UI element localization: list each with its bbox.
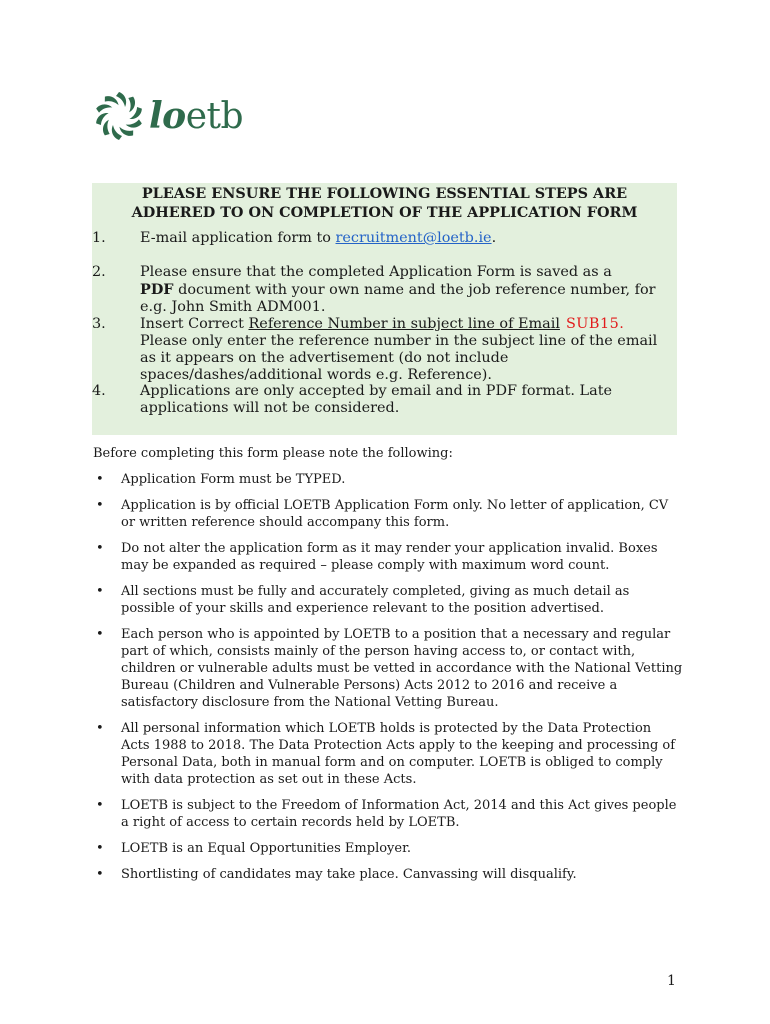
list-item: • Each person who is appointed by LOETB to a position that a necessary and regular part of which, consists mainly of the person having access to, or contact with, children or vulnerable adults must be vetted in accordance with the National Vetting Bureau (Children and Vulnerable Persons) Acts 2012 to 2016 and receive a satisfactory disclosure from the National Vetting Bureau.: [96, 627, 683, 710]
recruitment-email-link[interactable]: recruitment@loetb.ie: [335, 230, 492, 246]
list-item: • Application is by official LOETB Application Form only. No letter of application, CV or written reference should accompany this form.: [96, 498, 669, 530]
swirl-logo-icon: [93, 90, 145, 142]
logo-wordmark: loetb: [149, 94, 244, 137]
list-item: • LOETB is an Equal Opportunities Employer.: [96, 841, 412, 856]
intro-text: Before completing this form please note the following:: [93, 446, 453, 461]
list-item: • Application Form must be TYPED.: [96, 472, 346, 487]
list-item: • Do not alter the application form as it may render your application invalid. Boxes may be expanded as required – please comply with maximum word count.: [96, 541, 658, 573]
loetb-logo: [93, 90, 243, 142]
essential-steps-box: PLEASE ENSURE THE FOLLOWING ESSENTIAL STEPS ARE ADHERED TO ON COMPLETION OF THE APPLICATION FORM 1. E-mail application form to recruitment@loetb.ie. 2. Please ensure that the completed Application Form is saved as a PDF document with your own name and the job reference number, for e.g. John Smith ADM001. 3. Insert Correct Reference Number in subject line of Email SUB15. Please only enter the reference number in the subject line of the email as it appears on the advertisement (do not include spaces/dashes/additional words e.g. Reference). 4. Applications are only accepted by email and in PDF format. Late applications will not be considered.: [92, 183, 677, 435]
notes-list: [93, 471, 683, 892]
list-item: • Shortlisting of candidates may take place. Canvassing will disqualify.: [96, 867, 577, 882]
list-item: • LOETB is subject to the Freedom of Information Act, 2014 and this Act gives people a right of access to certain records held by LOETB.: [96, 798, 677, 830]
page-number: 1: [667, 973, 676, 989]
list-item: • All personal information which LOETB holds is protected by the Data Protection Acts 1988 to 2018. The Data Protection Acts apply to the keeping and processing of Personal Data, both in manual form and on computer. LOETB is obliged to comply with data protection as set out in these Acts.: [96, 721, 676, 787]
steps-heading: PLEASE ENSURE THE FOLLOWING ESSENTIAL STEPS ARE ADHERED TO ON COMPLETION OF THE APPLICATION FORM: [131, 185, 638, 221]
reference-code: SUB15.: [565, 316, 625, 332]
list-item: • All sections must be fully and accurately completed, giving as much detail as possible of your skills and experience relevant to the position advertised.: [96, 584, 630, 616]
